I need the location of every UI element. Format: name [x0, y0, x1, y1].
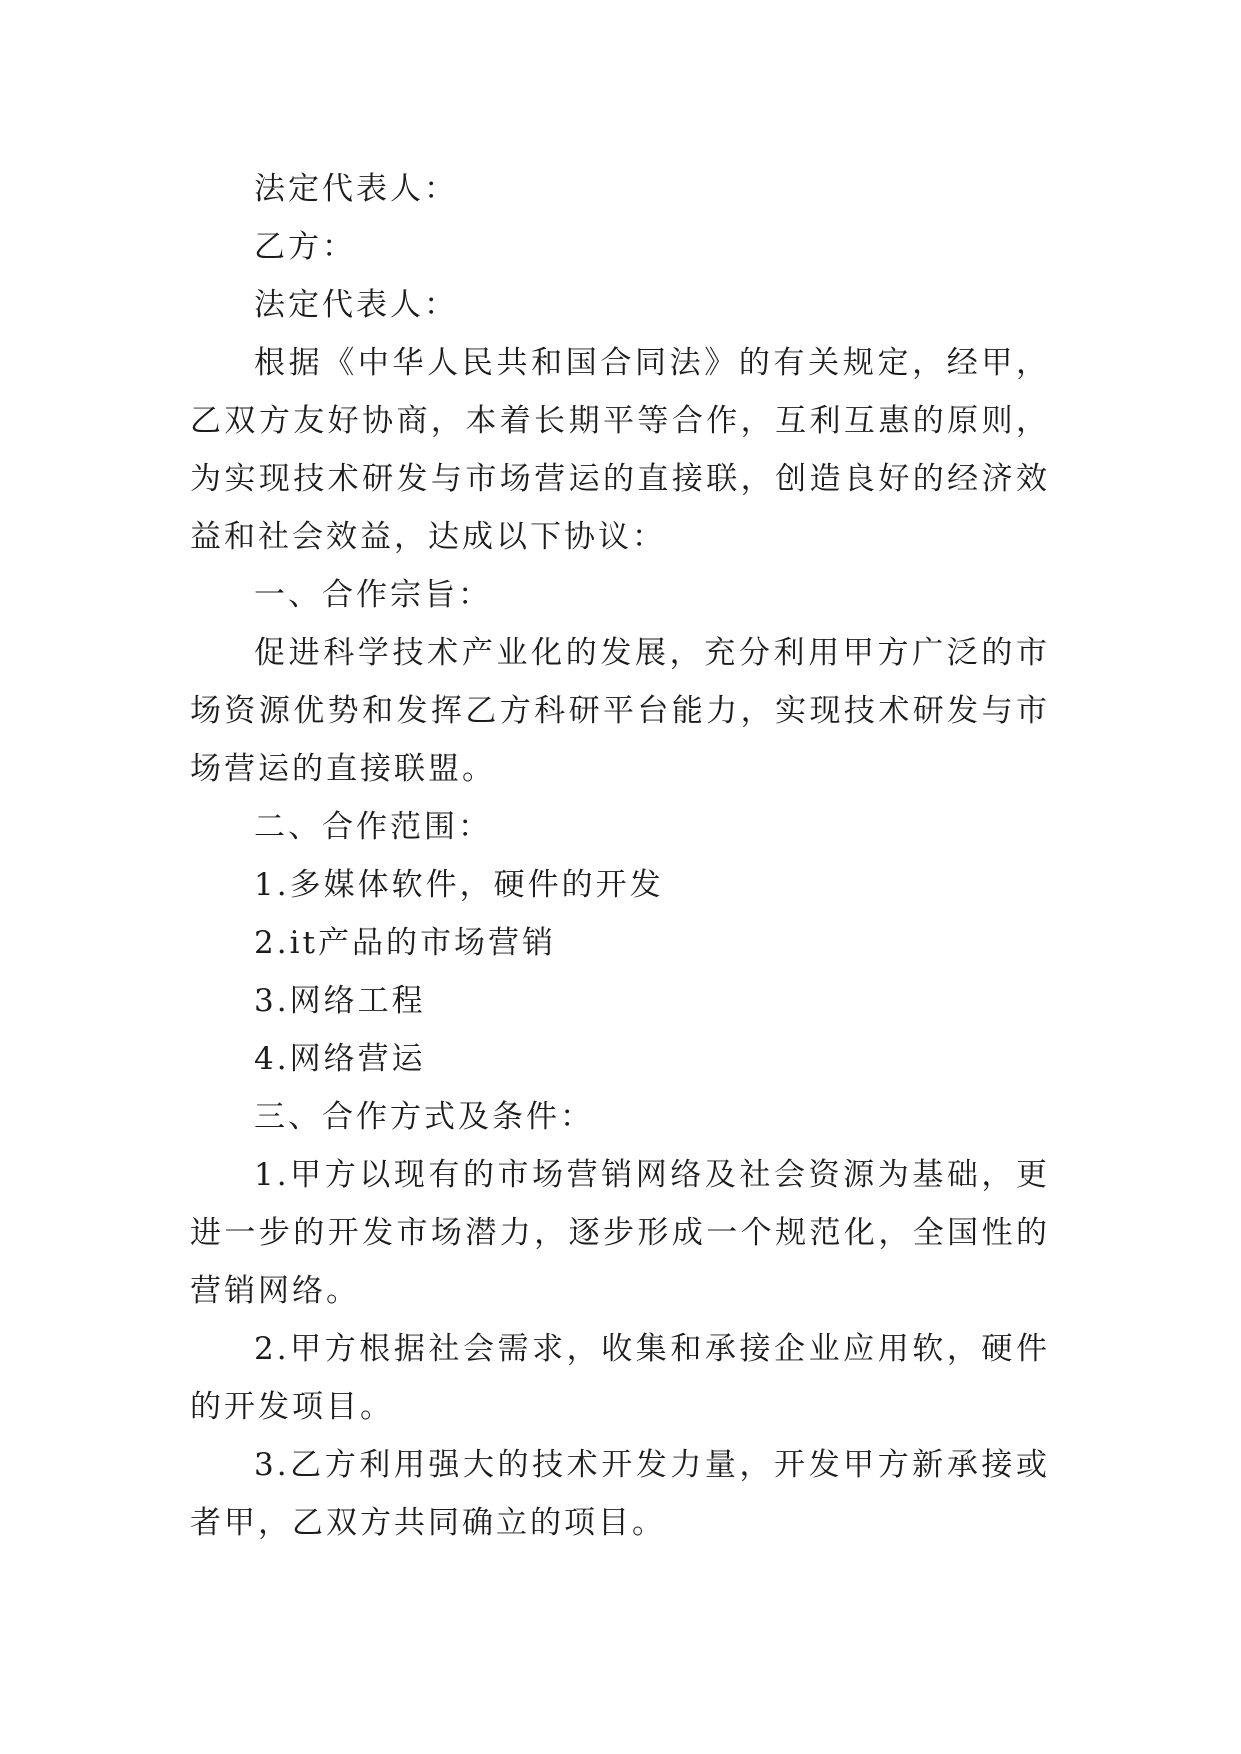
list-item-scope-1: 1.多媒体软件，硬件的开发 [254, 867, 664, 903]
list-item-scope-3: 3.网络工程 [254, 983, 426, 1019]
list-item-method-2: 2.甲方根据社会需求，收集和承接企业应用软，硬件的开发项目。 [190, 1331, 1050, 1425]
list-item-scope-4: 4.网络营运 [254, 1041, 426, 1077]
paragraph-party-b: 乙方： [254, 229, 356, 265]
section-heading-scope: 二、合作范围： [254, 809, 492, 845]
list-item-method-3: 3.乙方利用强大的技术开发力量，开发甲方新承接或者甲，乙双方共同确立的项目。 [190, 1447, 1050, 1541]
paragraph-preamble: 根据《中华人民共和国合同法》的有关规定，经甲，乙双方友好协商，本着长期平等合作，互利互惠的原则，为实现技术研发与市场营运的直接联，创造良好的经济效益和社会效益，达成以下协议： [190, 345, 1050, 555]
list-item-scope-2: 2.it产品的市场营销 [254, 925, 556, 961]
paragraph-legal-rep-b: 法定代表人： [254, 287, 458, 323]
section-heading-method: 三、合作方式及条件： [254, 1099, 594, 1135]
paragraph-legal-rep-a: 法定代表人： [254, 171, 458, 207]
section-heading-purpose: 一、合作宗旨： [254, 577, 492, 613]
list-item-method-1: 1.甲方以现有的市场营销网络及社会资源为基础，更进一步的开发市场潜力，逐步形成一个规范化，全国性的营销网络。 [190, 1157, 1050, 1309]
paragraph-purpose: 促进科学技术产业化的发展，充分利用甲方广泛的市场资源优势和发挥乙方科研平台能力，实现技术研发与市场营运的直接联盟。 [190, 635, 1050, 787]
document-body [190, 160, 1050, 1552]
